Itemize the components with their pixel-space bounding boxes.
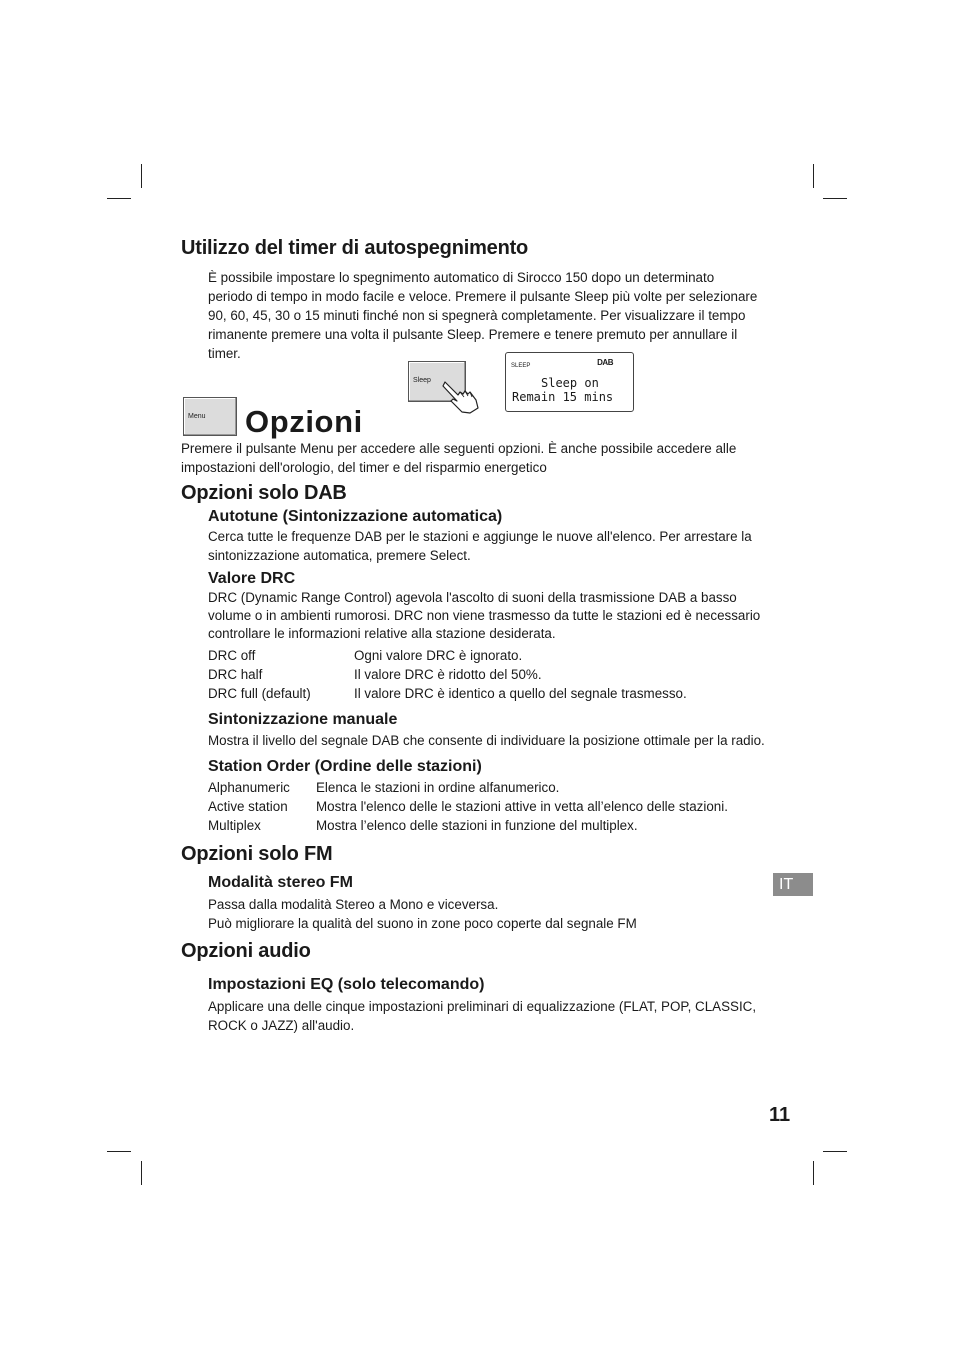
lcd-line-2: Remain 15 mins	[512, 390, 614, 404]
text-line: volume o in ambienti rumorosi. DRC non viene trasmesso da tutte le stazioni ed è necessario	[208, 608, 761, 623]
text-line: Passa dalla modalità Stereo a Mono e viceversa.	[208, 897, 499, 912]
text-line: rimanente premere una volta il pulsante Sleep. Premere e tenere premuto per annullare il	[208, 327, 738, 342]
text-line: Può migliorare la qualità del suono in zone poco coperte dal segnale FM	[208, 916, 637, 931]
station-order-desc: Mostra l’elenco delle stazioni in funzione del multiplex.	[316, 818, 638, 833]
text-line: controllare le informazioni relative alla stazione desiderata.	[208, 626, 556, 641]
section-heading-sleep-timer: Utilizzo del timer di autospegnimento	[181, 237, 529, 259]
text-line: periodo di tempo in modo facile e veloce. Premere il pulsante Sleep più volte per selezionare	[208, 289, 758, 304]
options-intro	[181, 439, 771, 477]
text-line: sintonizzazione automatica, premere Select.	[208, 548, 471, 563]
autotune-paragraph	[208, 527, 773, 565]
station-order-desc: Elenca le stazioni in ordine alfanumerico.	[316, 780, 560, 795]
crop-mark	[107, 198, 131, 199]
page-title: Opzioni	[245, 404, 363, 439]
language-tab: IT	[773, 873, 813, 896]
station-order-desc: Mostra l'elenco delle le stazioni attive in vetta all’elenco delle stazioni.	[316, 799, 728, 814]
crop-mark	[107, 1151, 131, 1152]
fm-stereo-paragraph	[208, 895, 773, 933]
sleep-button-label: Sleep	[413, 377, 431, 384]
section-heading-dab: Opzioni solo DAB	[181, 482, 347, 504]
crop-mark	[813, 1161, 814, 1185]
crop-mark	[141, 164, 142, 188]
menu-button-illustration	[183, 397, 237, 436]
drc-option-desc: Ogni valore DRC è ignorato.	[354, 648, 523, 663]
subheading-autotune: Autotune (Sintonizzazione automatica)	[208, 508, 503, 525]
station-order-name: Alphanumeric	[208, 780, 290, 795]
page-number: 11	[769, 1104, 791, 1126]
drc-option-desc: Il valore DRC è identico a quello del segnale trasmesso.	[354, 686, 687, 701]
crop-mark	[823, 198, 847, 199]
lcd-sleep-indicator: SLEEP	[511, 363, 531, 369]
sleep-timer-paragraph	[208, 268, 773, 363]
pressing-hand-icon	[440, 378, 484, 416]
text-line: impostazioni dell'orologio, del timer e del risparmio energetico	[181, 460, 547, 475]
crop-mark	[823, 1151, 847, 1152]
crop-mark	[813, 164, 814, 188]
station-order-name: Multiplex	[208, 818, 261, 833]
subheading-fm-stereo: Modalità stereo FM	[208, 874, 353, 891]
station-order-name: Active station	[208, 799, 288, 814]
drc-option-name: DRC half	[208, 667, 263, 682]
text-line: Premere il pulsante Menu per accedere alle seguenti opzioni. È anche possibile accedere alle	[181, 441, 737, 456]
text-line: 90, 60, 45, 30 o 15 minuti finché non si spegnerà completamente. Per visualizzare il tempo	[208, 308, 746, 323]
text-line: timer.	[208, 346, 241, 361]
dab-logo: DAB	[597, 358, 613, 367]
text-line: Applicare una delle cinque impostazioni preliminari di equalizzazione (FLAT, POP, CLASSIC,	[208, 999, 757, 1014]
lcd-line-1: Sleep on	[541, 376, 599, 390]
drc-option-name: DRC off	[208, 648, 256, 663]
section-heading-audio: Opzioni audio	[181, 940, 311, 962]
subheading-drc: Valore DRC	[208, 570, 296, 587]
section-heading-fm: Opzioni solo FM	[181, 843, 333, 865]
subheading-eq: Impostazioni EQ (solo telecomando)	[208, 976, 485, 993]
manual-tuning-text: Mostra il livello del segnale DAB che consente di individuare la posizione ottimale per la radio.	[208, 733, 765, 748]
crop-mark	[141, 1161, 142, 1185]
subheading-station-order: Station Order (Ordine delle stazioni)	[208, 758, 482, 775]
text-line: ROCK o JAZZ) all'audio.	[208, 1018, 355, 1033]
text-line: DRC (Dynamic Range Control) agevola l'ascolto di suoni della trasmissione DAB a basso	[208, 590, 737, 605]
drc-paragraph	[208, 589, 773, 643]
menu-button-label: Menu	[188, 413, 206, 420]
subheading-manual-tuning: Sintonizzazione manuale	[208, 711, 398, 728]
text-line: È possibile impostare lo spegnimento automatico di Sirocco 150 dopo un determinato	[208, 270, 715, 285]
text-line: Cerca tutte le frequenze DAB per le stazioni e aggiunge le nuove all'elenco. Per arrestare la	[208, 529, 752, 544]
drc-option-name: DRC full (default)	[208, 686, 311, 701]
drc-option-desc: Il valore DRC è ridotto del 50%.	[354, 667, 542, 682]
lcd-display	[505, 352, 634, 412]
eq-paragraph	[208, 997, 773, 1035]
